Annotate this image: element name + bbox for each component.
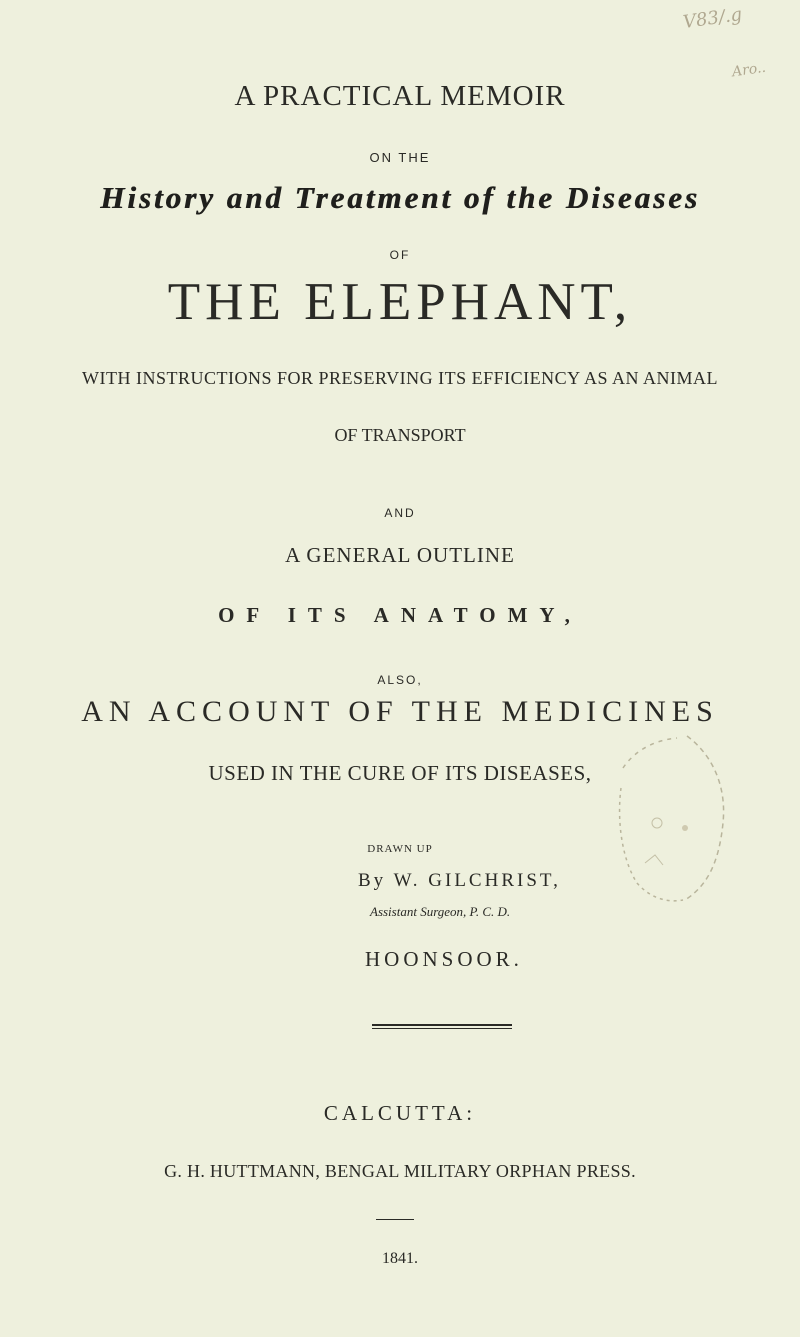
imprint-year: 1841. bbox=[382, 1250, 418, 1267]
history-treatment-line: History and Treatment of the Diseases bbox=[100, 180, 700, 215]
on-the-line: ON THE bbox=[369, 150, 431, 165]
double-rule-bottom bbox=[372, 1028, 512, 1029]
diseases-line: USED IN THE CURE OF ITS DISEASES, bbox=[208, 761, 592, 785]
short-rule bbox=[376, 1219, 414, 1220]
pencil-annotation-top: V83/.g bbox=[681, 3, 744, 34]
instructions-line-2: OF TRANSPORT bbox=[334, 425, 466, 445]
subject-heading: THE ELEPHANT, bbox=[167, 273, 633, 331]
faded-library-stamp-icon bbox=[615, 728, 735, 908]
instructions-line: WITH INSTRUCTIONS FOR PRESERVING ITS EFFICIENCY AS AN ANIMAL bbox=[82, 368, 718, 388]
author-title-line: Assistant Surgeon, P. C. D. bbox=[370, 904, 511, 919]
imprint-city: CALCUTTA: bbox=[323, 1101, 477, 1125]
imprint-printer: G. H. HUTTMANN, BENGAL MILITARY ORPHAN PRESS. bbox=[164, 1161, 636, 1181]
double-rule-top bbox=[372, 1024, 512, 1026]
place-line: HOONSOOR. bbox=[365, 947, 523, 971]
and-line: AND bbox=[384, 506, 416, 520]
also-line: ALSO, bbox=[377, 673, 423, 687]
medicines-heading: AN ACCOUNT OF THE MEDICINES bbox=[81, 695, 719, 728]
of-line: OF bbox=[389, 248, 411, 262]
book-title: A PRACTICAL MEMOIR bbox=[234, 80, 566, 112]
anatomy-line: OF ITS ANATOMY, bbox=[218, 603, 582, 627]
drawn-up-line: DRAWN UP bbox=[367, 843, 433, 855]
outline-line: A GENERAL OUTLINE bbox=[285, 543, 515, 567]
pencil-annotation-corner: Aro.. bbox=[731, 59, 767, 81]
author-line: By W. GILCHRIST, bbox=[358, 870, 561, 891]
